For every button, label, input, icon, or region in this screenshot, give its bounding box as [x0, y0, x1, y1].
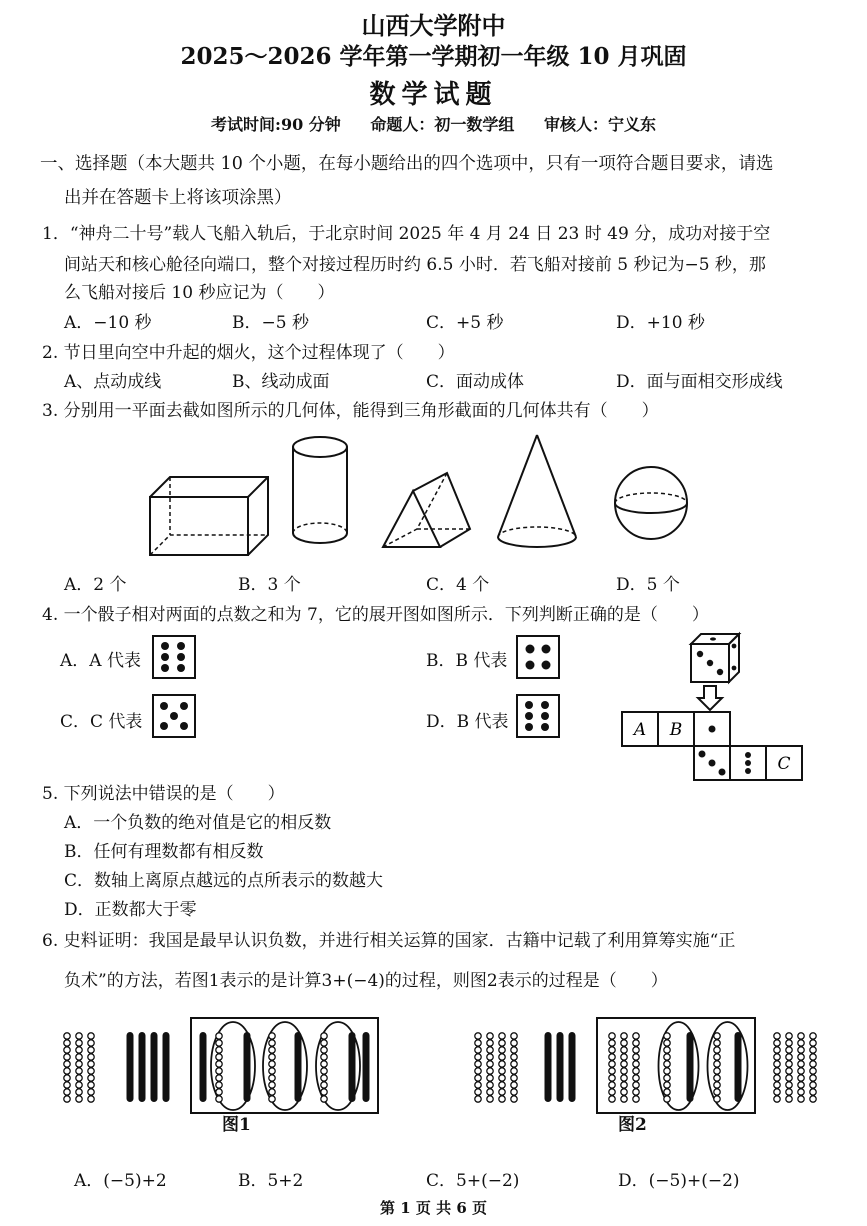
q4-option-d: D．B 代表: [426, 712, 509, 732]
q2-line1: 2. 节日里向空中升起的烟火，这个过程体现了（ ）: [42, 343, 455, 363]
die-face-b: [516, 635, 560, 679]
q3-line1: 3. 分别用一平面去截如图所示的几何体，能得到三角形截面的几何体共有（ ）: [42, 401, 659, 421]
q6-option-a: A．(−5)+2: [74, 1171, 167, 1191]
q4-option-c: C．C 代表: [60, 712, 143, 732]
q3-option-b: B．3 个: [238, 575, 301, 595]
q6-option-b: B．5+2: [238, 1171, 304, 1191]
sphere-shape: [615, 467, 687, 539]
black-rod: [363, 1032, 370, 1102]
section1-line1: 一、选择题（本大题共 10 个小题，在每小题给出的四个选项中，只有一项符合题目要求，请选: [40, 154, 774, 174]
cylinder-shape: [293, 437, 347, 543]
cuboid-shape: [150, 477, 268, 555]
q3-option-d: D．5 个: [616, 575, 680, 595]
q3-option-a: A．2 个: [64, 575, 127, 595]
triangular-prism-shape: [383, 473, 470, 547]
q6-line2: 负术”的方法，若图1表示的是计算3+(−4)的过程，则图2表示的过程是（ ）: [64, 971, 668, 991]
q5-option-d: D．正数都大于零: [64, 900, 197, 920]
black-rod: [735, 1032, 742, 1102]
q1-line3: 么飞船对接后 10 秒应记为（ ）: [64, 283, 335, 303]
school-name: 山西大学附中: [361, 11, 506, 40]
q1-option-b: B．−5 秒: [232, 313, 309, 333]
q1-line2: 间站天和核心舱径向端口，整个对接过程历时约 6.5 小时．若飞船对接前 5 秒记为−5 秒，那: [64, 255, 766, 275]
q2-option-a: A、点动成线: [64, 372, 162, 392]
net-label-a: A: [633, 720, 647, 740]
q6-line1: 6. 史料证明：我国是最早认识负数，并进行相关运算的国家．古籍中记载了利用算筹实施“正: [42, 931, 736, 951]
black-rod: [163, 1032, 170, 1102]
black-rod: [545, 1032, 552, 1102]
counting-rods-figure: [0, 1010, 867, 1120]
die-face-d: [516, 694, 560, 738]
q2-option-d: D．面与面相交形成线: [616, 372, 783, 392]
die-face-c: [152, 694, 196, 738]
q6-option-d: D．(−5)+(−2): [618, 1171, 740, 1191]
section1-line2: 出并在答题卡上将该项涂黑）: [64, 188, 292, 208]
q2-option-b: B、线动成面: [232, 372, 330, 392]
exam-reviewer: 审核人：宁义东: [543, 115, 656, 134]
black-rod: [569, 1032, 576, 1102]
black-rod: [687, 1032, 694, 1102]
black-rod: [557, 1032, 564, 1102]
exam-meta: [0, 112, 867, 135]
figure2-caption: 图2: [618, 1115, 647, 1135]
q2-option-c: C．面动成体: [426, 372, 525, 392]
cone-shape: [498, 435, 576, 547]
exam-time: 考试时间:90 分钟: [211, 115, 341, 134]
black-rod: [127, 1032, 134, 1102]
black-rod: [244, 1032, 251, 1102]
term-line: 2025～2026 学年第一学期初一年级 10 月巩固: [180, 43, 687, 70]
exam-author: 命题人：初一数学组: [370, 115, 515, 134]
q6-option-c: C．5+(−2): [426, 1171, 520, 1191]
die-3d-icon: [691, 634, 739, 682]
q4-line1: 4. 一个骰子相对两面的点数之和为 7，它的展开图如图所示．下列判断正确的是（ ）: [42, 605, 709, 625]
solids-figure: [0, 425, 867, 565]
q1-option-c: C．+5 秒: [426, 313, 504, 333]
black-rod: [151, 1032, 158, 1102]
q5-line1: 5. 下列说法中错误的是（ ）: [42, 784, 285, 804]
q1-option-a: A．−10 秒: [64, 313, 152, 333]
net-label-b: B: [669, 720, 683, 740]
q5-option-c: C．数轴上离原点越远的点所表示的数越大: [64, 871, 384, 891]
black-rod: [200, 1032, 207, 1102]
page-title: 数学试题: [369, 80, 498, 110]
q3-option-c: C．4 个: [426, 575, 490, 595]
down-arrow-icon: [698, 686, 722, 710]
black-rod: [295, 1032, 302, 1102]
black-rod: [349, 1032, 356, 1102]
dice-net-figure: [615, 628, 805, 784]
page-footer: 第 1 页 共 6 页: [380, 1199, 487, 1217]
q4-option-b: B．B 代表: [426, 651, 508, 671]
q1-option-d: D．+10 秒: [616, 313, 705, 333]
q4-option-a: A．A 代表: [60, 651, 141, 671]
die-face-a: [152, 635, 196, 679]
q5-option-a: A．一个负数的绝对值是它的相反数: [64, 813, 332, 833]
q1-line1: 1．“神舟二十号”载人飞船入轨后，于北京时间 2025 年 4 月 24 日 23 时 49 分，成功对接于空: [42, 224, 771, 244]
q5-option-b: B．任何有理数都有相反数: [64, 842, 264, 862]
net-label-c: C: [777, 754, 791, 774]
figure1-caption: 图1: [222, 1115, 251, 1135]
black-rod: [139, 1032, 146, 1102]
